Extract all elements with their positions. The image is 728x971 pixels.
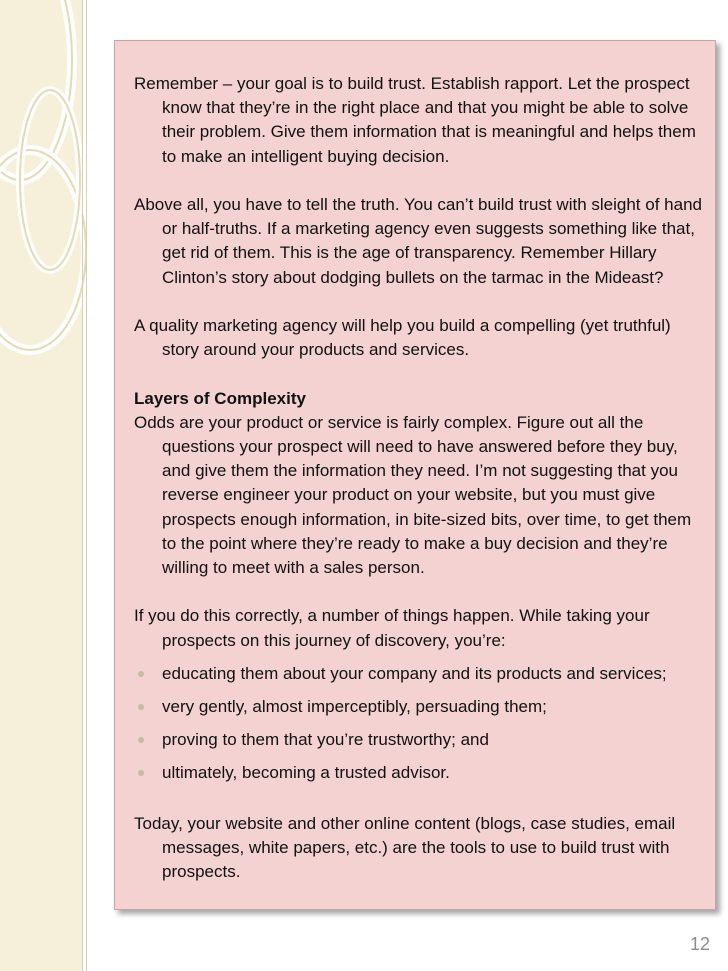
list-item-text: ultimately, becoming a trusted advisor.	[162, 763, 450, 783]
list-item-text: proving to them that you’re trustworthy; and	[162, 730, 489, 750]
paragraph-intro-list: If you do this correctly, a number of things happen. While taking your prospects on this journey of discovery, you’re:	[134, 606, 650, 650]
list-item	[134, 662, 706, 686]
list-item-text: educating them about your company and its products and services;	[162, 663, 667, 683]
side-divider-line	[86, 0, 87, 971]
paragraph-quality-agency: A quality marketing agency will help you build a compelling (yet truthful) story around your products and services.	[134, 316, 671, 360]
document-body	[134, 72, 706, 908]
list-item	[134, 695, 706, 719]
bullet-icon	[138, 770, 144, 776]
side-divider-line	[82, 0, 83, 971]
page-number: 12	[689, 934, 710, 954]
paragraph-complexity: Odds are your product or service is fairly complex. Figure out all the questions your prospect will need to have answered before they buy, and give them the information they need. I’m not suggesting that you reverse engineer your product on your website, but you must give prospects enough information, in bite-sized bits, over time, to get them to the point where they’re ready to make a buy decision and they’re willing to meet with a sales person.	[134, 412, 692, 578]
bullet-icon	[138, 671, 144, 677]
section-heading: Layers of Complexity	[134, 388, 306, 408]
decorative-rings	[0, 0, 120, 420]
bullet-icon	[138, 737, 144, 743]
paragraph-build-trust: Remember – your goal is to build trust. Establish rapport. Let the prospect know that they’re in the right place and that you might be able to solve their problem. Give them information that is meaningful and helps them to make an intelligent buying decision.	[134, 74, 696, 166]
bullet-icon	[138, 704, 144, 710]
paragraph-tell-truth: Above all, you have to tell the truth. You can’t build trust with sleight of hand or half-truths. If a marketing agency even suggests something like that, get rid of them. This is the age of transparency. Remember Hillary Clinton’s story about dodging bullets on the tarmac in the Mideast?	[134, 195, 702, 287]
decorative-side-band	[0, 0, 82, 971]
list-item-text: very gently, almost imperceptibly, persuading them;	[162, 697, 547, 717]
list-item	[134, 728, 706, 752]
paragraph-closing: Today, your website and other online content (blogs, case studies, email messages, white papers, etc.) are the tools to use to build trust with prospects.	[134, 813, 676, 882]
list-item	[134, 761, 706, 785]
